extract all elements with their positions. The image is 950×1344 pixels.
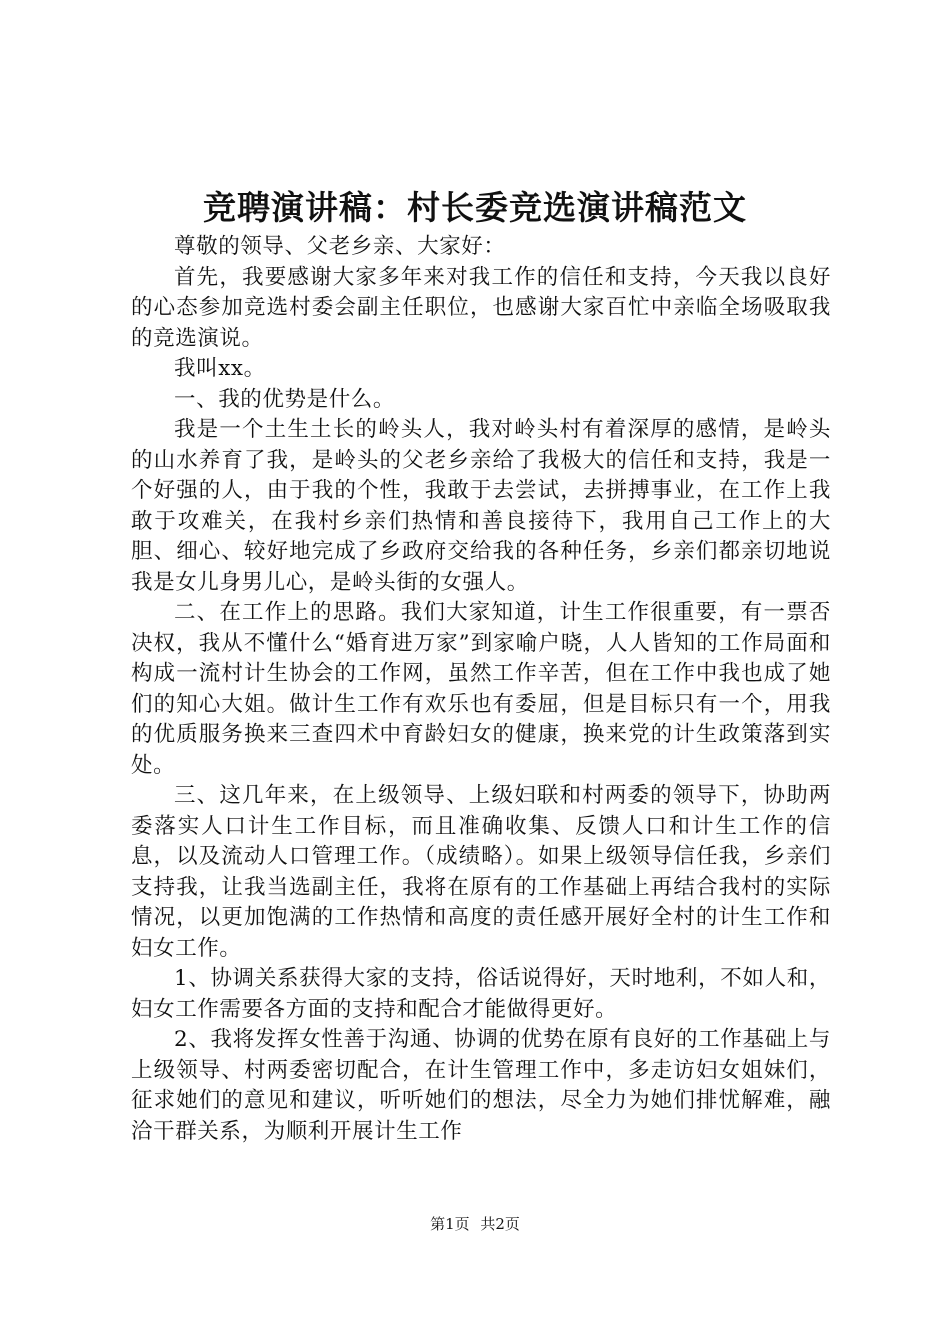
paragraph-point-1: 1、协调关系获得大家的支持，俗话说得好，天时地利，不如人和，妇女工作需要各方面的支持和配合才能做得更好。 xyxy=(131,966,831,1022)
document-body xyxy=(131,232,831,1147)
paragraph-point-2: 2、我将发挥女性善于沟通、协调的优势在原有良好的工作基础上与上级领导、村两委密切配合，在计生管理工作中，多走访妇女姐妹们，征求她们的意见和建议，听听她们的想法，尽全力为她们排忧解难，融洽干群关系，为顺利开展计生工作 xyxy=(131,1027,831,1144)
heading-advantages: 一、我的优势是什么。 xyxy=(174,386,396,412)
paragraph-name: 我叫xx。 xyxy=(174,356,266,381)
paragraph-work-ideas: 二、在工作上的思路。我们大家知道，计生工作很重要，有一票否决权，我从不懂什么“婚育进万家”到家喻户晓，人人皆知的工作局面和构成一流村计生协会的工作网，虽然工作辛苦，但在工作中我也成了她们的知心大姐。做计生工作有欢乐也有委屈，但是目标只有一个，用我的优质服务换来三查四术中育龄妇女的健康，换来党的计生政策落到实处。 xyxy=(131,600,831,778)
paragraph-advantages: 我是一个土生土长的岭头人，我对岭头村有着深厚的感情，是岭头的山水养育了我，是岭头的父老乡亲给了我极大的信任和支持，我是一个好强的人，由于我的个性，我敢于去尝试，去拼搏事业，在工作上我敢于攻难关，在我村乡亲们热情和善良接待下，我用自己工作上的大胆、细心、较好地完成了乡政府交给我的各种任务，乡亲们都亲切地说我是女儿身男儿心，是岭头街的女强人。 xyxy=(131,417,831,595)
page-footer xyxy=(0,1214,950,1234)
page-number: 第1页 xyxy=(430,1215,470,1233)
paragraph-greeting: 尊敬的领导、父老乡亲、大家好： xyxy=(174,234,506,259)
paragraph-recent-years: 三、这几年来，在上级领导、上级妇联和村两委的领导下，协助两委落实人口计生工作目标，而且准确收集、反馈人口和计生工作的信息，以及流动人口管理工作。（成绩略）。如果上级领导信任我，乡亲们支持我，让我当选副主任，我将在原有的工作基础上再结合我村的实际情况，以更加饱满的工作热情和高度的责任感开展好全村的计生工作和妇女工作。 xyxy=(131,783,831,961)
paragraph-thanks: 首先，我要感谢大家多年来对我工作的信任和支持，今天我以良好的心态参加竞选村委会副主任职位，也感谢大家百忙中亲临全场吸取我的竞选演说。 xyxy=(131,264,831,351)
page-total: 共2页 xyxy=(480,1215,520,1233)
page-title: 竞聘演讲稿：村长委竞选演讲稿范文 xyxy=(203,188,747,227)
